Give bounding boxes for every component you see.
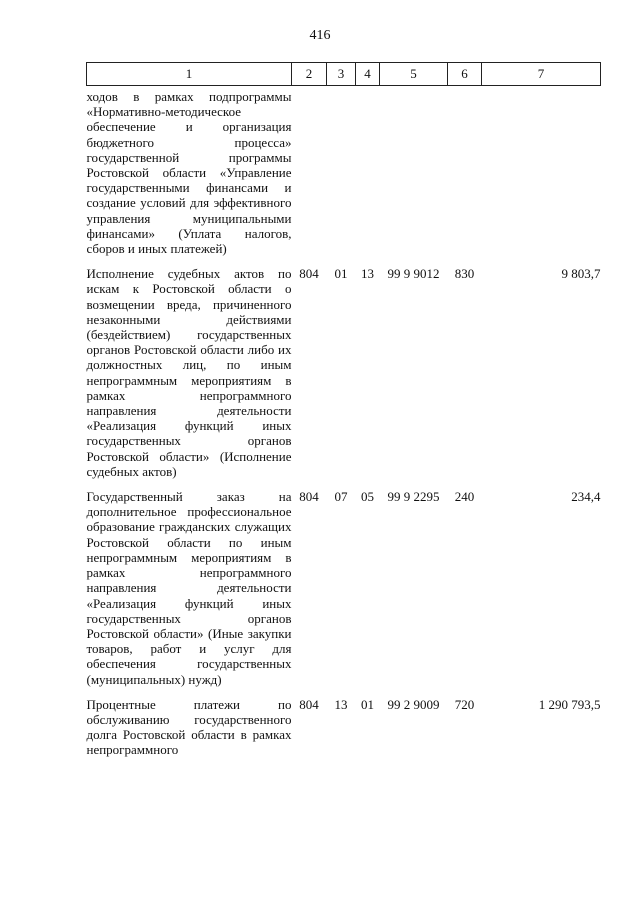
table-row — [87, 697, 601, 768]
row-amount: 9 803,7 — [561, 266, 601, 282]
header-cell-4: 4 — [356, 63, 380, 86]
header-cell-2: 2 — [292, 63, 327, 86]
row-description: ходов в рамках подпрограммы «Нормативно-методическое обеспечение и организация бюджетного процесса» государственной программы Ростовской области «Управление государственными финансами и создание условий для эффективного управления муниципальными финансами» (Уплата налогов, сборов и иных платежей) — [86, 89, 292, 257]
row-target-article: 99 9 2295 — [387, 489, 440, 505]
row-section-code: 13 — [334, 696, 348, 712]
row-expense-type: 830 — [454, 266, 475, 282]
row-target-article: 99 2 9009 — [387, 696, 440, 712]
row-amount — [482, 86, 601, 267]
table-row — [87, 489, 601, 697]
row-target-article — [380, 86, 448, 267]
row-amount: 1 290 793,5 — [538, 696, 601, 712]
row-subsection-code: 13 — [361, 266, 374, 282]
row-subsection-code: 05 — [361, 489, 374, 505]
row-subsection-code: 01 — [361, 696, 374, 712]
row-ministry-code: 804 — [299, 489, 319, 505]
row-amount: 234,4 — [571, 489, 601, 505]
header-cell-5: 5 — [380, 63, 448, 86]
row-expense-type: 240 — [454, 489, 475, 505]
row-description: Государственный заказ на дополнительное профессиональное образование гражданских служащих Ростовской области по иным непрограммным мероприятиям в рамках непрограммного направления деятельности «Реализация функций иных государственных органов Ростовской области» (Иные закупки товаров, работ и услуг для обеспечения государственных (муниципальных) нужд) — [86, 489, 292, 687]
row-description: Исполнение судебных актов по искам к Ростовской области о возмещении вреда, причиненного незаконными действиями (бездействием) государственных органов Ростовской области либо их должностных лиц, по иным непрограммным мероприятиям в рамках непрограммного направления деятельности «Реализация функций иных государственных органов Ростовской области» (Исполнение судебных актов) — [86, 266, 292, 479]
row-ministry-code: 804 — [299, 696, 319, 712]
header-cell-1: 1 — [87, 63, 292, 86]
budget-table — [86, 62, 601, 768]
table-header-row — [87, 63, 601, 86]
row-target-article: 99 9 9012 — [387, 266, 440, 282]
table-row — [87, 266, 601, 489]
page-number: 416 — [309, 28, 331, 43]
row-section-code: 01 — [334, 266, 348, 282]
row-section-code: 07 — [334, 489, 348, 505]
row-description: Процентные платежи по обслуживанию государственного долга Ростовской области в рамках непрограммного — [86, 696, 292, 758]
row-ministry-code — [292, 86, 327, 267]
header-cell-3: 3 — [327, 63, 356, 86]
row-subsection-code — [356, 86, 380, 267]
row-expense-type — [448, 86, 482, 267]
table-row — [87, 86, 601, 267]
header-cell-7: 7 — [482, 63, 601, 86]
row-section-code — [327, 86, 356, 267]
row-ministry-code: 804 — [299, 266, 319, 282]
header-cell-6: 6 — [448, 63, 482, 86]
row-expense-type: 720 — [454, 696, 475, 712]
